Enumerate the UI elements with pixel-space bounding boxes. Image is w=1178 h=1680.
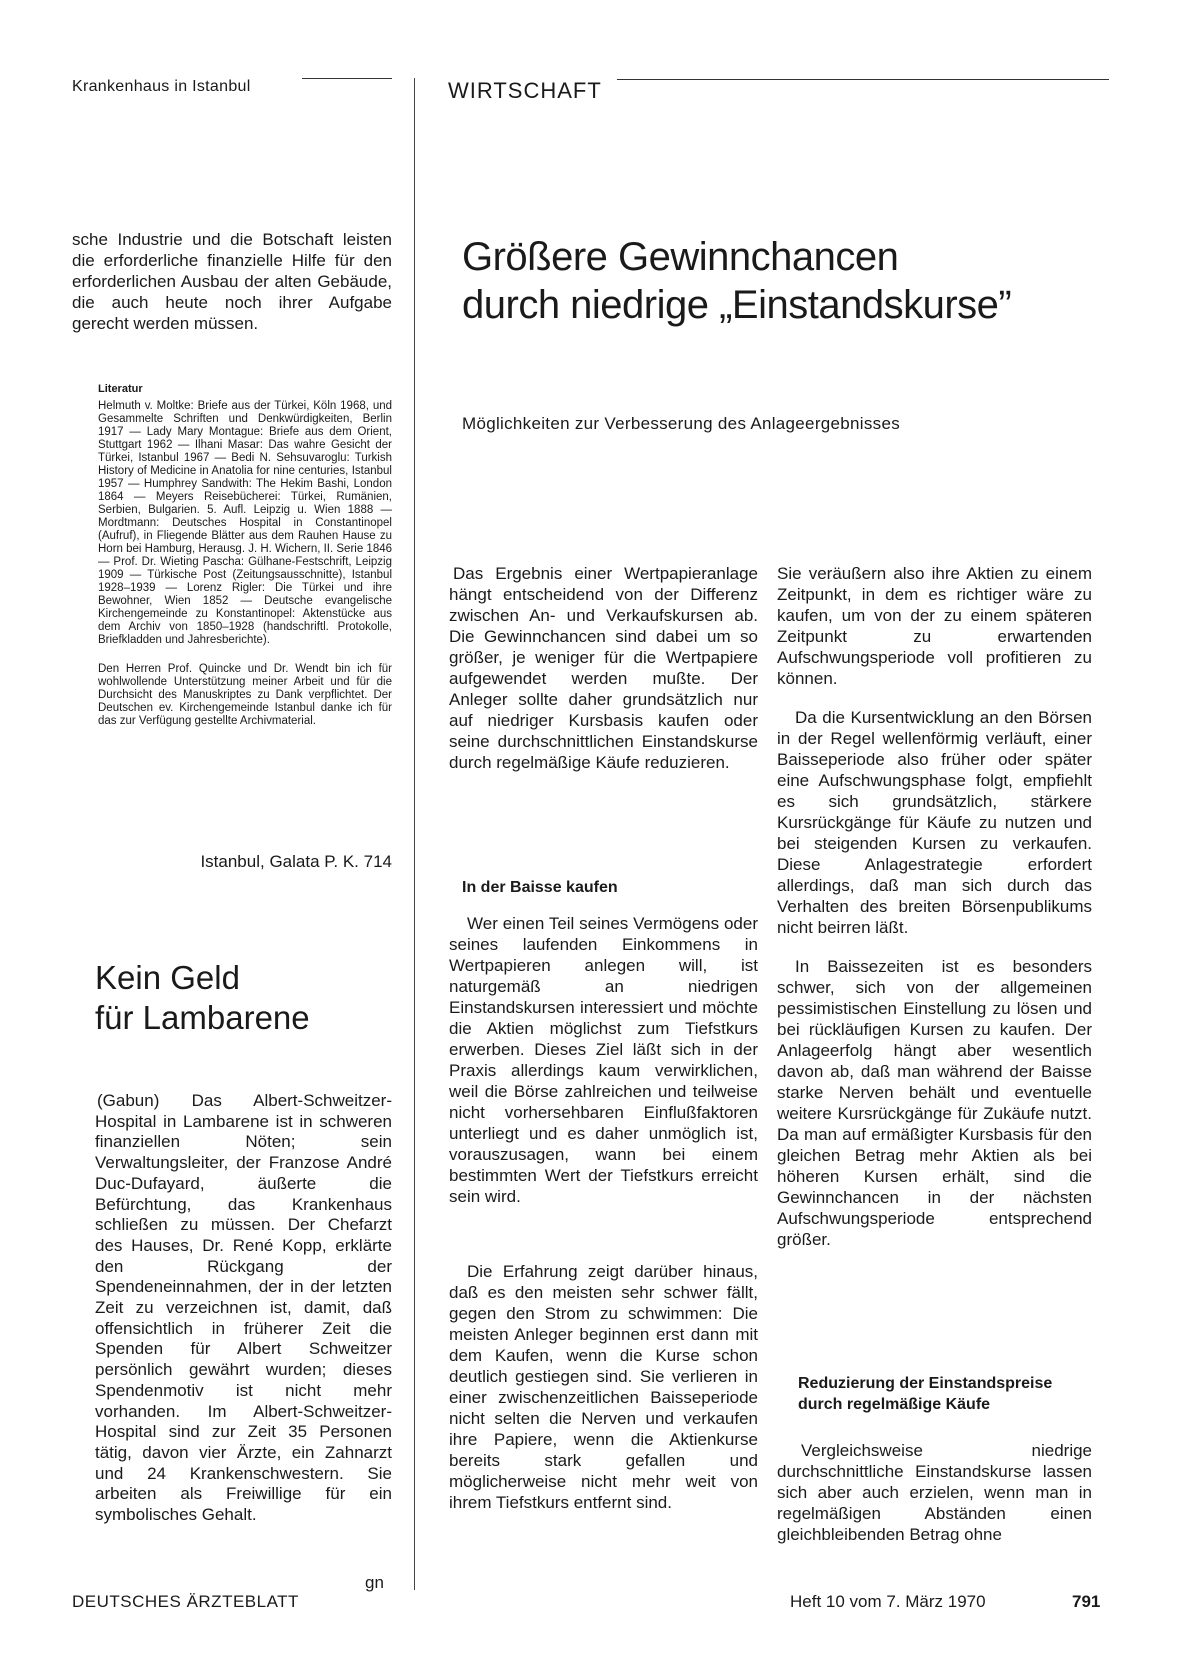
- article-column-2-section-2: [777, 1440, 1092, 1545]
- column-divider: [414, 78, 415, 1590]
- article-column-2: [777, 563, 1092, 1250]
- article-paragraph: Das Ergebnis einer Wertpapieranlage hängt entscheidend von der Differenz zwischen An- und Verkaufskursen ab. Die Gewinnchancen sind dabei um so größer, je weniger für die Wertpapiere aufgewendet werden mußte. Der Anleger sollte daher grundsätzlich nur auf niedriger Kursbasis kaufen oder seine durchschnittlichen Einstandskurse durch regelmäßige Käufe reduzieren.: [449, 564, 758, 772]
- news-headline-line-2: für Lambarene: [95, 999, 310, 1036]
- news-headline: [95, 958, 392, 1038]
- article-paragraph: Sie veräußern also ihre Aktien zu einem Zeitpunkt, in dem es richtiger wäre zu kaufen, um von der zu einem späteren Zeitpunkt zu erwartenden Aufschwungsperiode voll profitieren zu können.: [777, 564, 1092, 688]
- section-label: WIRTSCHAFT: [448, 78, 602, 103]
- running-title: Krankenhaus in Istanbul: [72, 78, 251, 95]
- literature-heading: Literatur: [98, 383, 143, 395]
- subheading-reduzierung-line-1: Reduzierung der Einstandspreise: [798, 1375, 1053, 1392]
- continuation-text: [72, 229, 392, 334]
- article-column-1: [449, 563, 758, 773]
- article-paragraph: Vergleichsweise niedrige durchschnittliche Einstandskurse lassen sich aber auch erzielen, wenn man in regelmäßigen Abständen einen gleichbleibenden Betrag ohne: [777, 1441, 1092, 1544]
- page-number: 791: [1072, 1592, 1101, 1611]
- article-subtitle: Möglichkeiten zur Verbesserung des Anlageergebnisses: [462, 414, 901, 433]
- running-title-rule: [302, 78, 392, 79]
- news-paragraph: (Gabun) Das Albert-Schweitzer-Hospital in Lambarene ist in schweren finanziellen Nöten; sein Verwaltungsleiter, der Franzose André Duc-Dufayard, äußerte die Befürchtung, das Krankenhaus schließen zu müssen. Der Chefarzt des Hauses, Dr. René Kopp, erklärte den Rückgang der Spendeneinnahmen, der in der letzten Zeit zu verzeichnen ist, damit, daß offensichtlich in früherer Zeit die Spenden für Albert Schweitzer persönlich gewährt wurden; dieses Spendenmotiv ist nicht mehr vorhanden. Im Albert-Schweitzer-Hospital sind zur Zeit 35 Personen tätig, davon vier Ärzte, ein Zahnarzt und 24 Krankenschwestern. Sie arbeiten als Freiwillige für ein symbolisches Gehalt.: [95, 1091, 392, 1525]
- issue-info: Heft 10 vom 7. März 1970: [790, 1592, 986, 1611]
- article-headline: [462, 233, 1122, 329]
- subheading-reduzierung: [798, 1373, 1098, 1415]
- article-paragraph: Wer einen Teil seines Vermögens oder seines laufenden Einkommens in Wertpapieren anlegen will, ist naturgemäß an niedrigen Einstandskursen interessiert und möchte die Aktien möglichst zum Tiefstkurs erwerben. Dieses Ziel läßt sich in der Praxis allerdings kaum verwirklichen, weil die Börse zahlreichen und teilweise nicht vorhersehbaren Einflußfaktoren unterliegt und es daher unmöglich ist, vorauszusagen, wann bei einem bestimmten Wert der Tiefstkurs erreicht sein wird.: [449, 914, 758, 1206]
- article-paragraph: In Baissezeiten ist es besonders schwer, sich von der allgemeinen pessimistischen Einstellung zu lösen und bei rückläufigen Kursen zu kaufen. Der Anlageerfolg hängt aber wesentlich davon ab, daß man während der Baisse starke Nerven behält und eventuelle weitere Kursrückgänge für Zukäufe nutzt. Da man auf ermäßigter Kursbasis für den gleichen Betrag mehr Aktien als bei höheren Kursen erhält, sind die Gewinnchancen in der nächsten Aufschwungsperiode entsprechend größer.: [777, 957, 1092, 1249]
- continuation-paragraph: sche Industrie und die Botschaft leisten die erforderliche finanzielle Hilfe für den erforderlichen Ausbau der alten Gebäude, die auch heute noch ihrer Aufgabe gerecht werden müssen.: [72, 230, 392, 333]
- article-paragraph: Die Erfahrung zeigt darüber hinaus, daß es den meisten sehr schwer fällt, gegen den Strom zu schwimmen: Die meisten Anleger beginnen erst dann mit dem Kaufen, wenn die Kurse schon deutlich gestiegen sind. Sie verlieren in einer zwischenzeitlichen Baisseperiode nicht selten die Nerven und verkaufen ihre Papiere, wenn die Aktienkurse bereits stark gefallen und möglicherweise nicht mehr weit von ihrem Tiefstkurs entfernt sind.: [449, 1262, 758, 1512]
- article-column-1-section-2: [449, 913, 758, 1207]
- author-location: Istanbul, Galata P. K. 714: [200, 852, 392, 871]
- journal-name: DEUTSCHES ÄRZTEBLATT: [72, 1592, 299, 1611]
- subheading-baisse: In der Baisse kaufen: [462, 879, 618, 896]
- subheading-reduzierung-line-2: durch regelmäßige Käufe: [798, 1396, 991, 1413]
- article-headline-line-2: durch niedrige „Einstandskurse”: [462, 283, 1012, 327]
- news-author: gn: [365, 1573, 384, 1592]
- literature-text: Helmuth v. Moltke: Briefe aus der Türkei, Köln 1968, und Gesammelte Schriften und Denkwürdigkeiten, Berlin 1917 — Lady Mary Montague: Briefe aus dem Orient, Stuttgart 1962 — Ilhani Masar: Das wahre Gesicht der Türkei, Istanbul 1967 — Bedi N. Sehsuvaroglu: Turkish History of Medicine in Anatolia for nine centuries, Istanbul 1957 — Humphrey Sandwith: The Hekim Bashi, London 1864 — Meyers Reisebücherei: Türkei, Rumänien, Serbien, Bulgarien. 5. Aufl. Leipzig u. Wien 1888 — Mordtmann: Deutsches Hospital in Constantinopel (Aufruf), in Fliegende Blätter aus dem Rauhen Hause zu Horn bei Hamburg, Herausg. J. H. Wichern, II. Serie 1846 — Prof. Dr. Wieting Pascha: Gülhane-Festschrift, Leipzig 1909 — Türkische Post (Zeitungsausschnitte), Istanbul 1928–1939 — Lorenz Rigler: Die Türkei und ihre Bewohner, Wien 1852 — Deutsche evangelische Kirchengemeinde zu Konstantinopel: Aktenstücke aus dem Archiv von 1850–1928 (handschriftl. Protokolle, Briefkladden und Jahresberichte).: [98, 400, 393, 646]
- news-headline-line-1: Kein Geld: [95, 959, 240, 996]
- news-body: [95, 1091, 392, 1526]
- acknowledgement-text: Den Herren Prof. Quincke und Dr. Wendt bin ich für wohlwollende Unterstützung meiner Arbeit und für die Durchsicht des Manuskriptes zu Dank verpflichtet. Der Deutschen ev. Kirchengemeinde Istanbul danke ich für das zur Verfügung gestellte Archivmaterial.: [98, 663, 392, 727]
- article-column-1-section-3: [449, 1261, 758, 1513]
- article-headline-line-1: Größere Gewinnchancen: [462, 235, 899, 279]
- article-paragraph: Da die Kursentwicklung an den Börsen in der Regel wellenförmig verläuft, einer Baisseperiode also früher oder später eine Aufschwungsphase folgt, empfiehlt es sich grundsätzlich, stärkere Kursrückgänge für Käufe zu nutzen und bei steigenden Kursen zu verkaufen. Diese Anlagestrategie erfordert allerdings, daß man sich durch das Verhalten des breiten Börsenpublikums nicht beirren läßt.: [777, 708, 1092, 937]
- section-rule: [617, 79, 1109, 80]
- literature-list: [98, 400, 392, 728]
